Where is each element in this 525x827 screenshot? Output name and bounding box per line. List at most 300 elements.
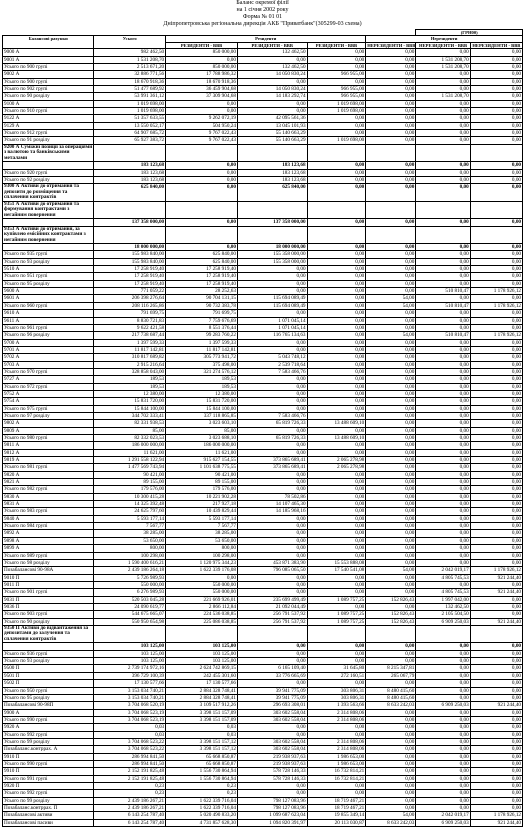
account-cell: 9351 А Активи до отримання та формування контрактами з негайним повернення bbox=[3, 201, 94, 219]
value-cell: 0,00 bbox=[416, 449, 470, 456]
table-row bbox=[3, 219, 523, 226]
value-cell: 0,00 bbox=[416, 383, 470, 390]
value-cell: 0,00 bbox=[470, 760, 522, 767]
value-cell: 0,00 bbox=[237, 515, 307, 522]
value-cell: 0,00 bbox=[366, 317, 416, 324]
value-cell: 0,00 bbox=[307, 724, 366, 731]
value-cell: 0,00 bbox=[307, 258, 366, 265]
value-cell: 1 622 339 716,04 bbox=[166, 805, 238, 812]
value-cell: 0,00 bbox=[237, 346, 307, 353]
value-cell: 2 314 808,06 bbox=[307, 738, 366, 745]
value-cell: 303 602 558,04 bbox=[237, 746, 307, 753]
account-cell: 9820 А bbox=[3, 471, 94, 478]
value-cell: 0,00 bbox=[366, 501, 416, 508]
value-cell: 221 669 926,01 bbox=[166, 596, 238, 603]
value-cell: 0,00 bbox=[366, 137, 416, 144]
account-cell: Усього по 984 групі bbox=[3, 523, 94, 530]
value-cell: 0,00 bbox=[366, 107, 416, 114]
value-cell: 8 633 242,03 bbox=[366, 819, 416, 826]
value-cell: 0,00 bbox=[470, 680, 522, 687]
account-cell: 9600 А bbox=[3, 288, 94, 295]
value-cell: 0,00 bbox=[470, 107, 522, 114]
value-cell: 0,00 bbox=[366, 346, 416, 353]
value-cell: 0,00 bbox=[166, 162, 238, 169]
value-cell: 0,00 bbox=[307, 589, 366, 596]
value-cell: 915 627 154,55 bbox=[166, 457, 238, 464]
account-cell: Позабалансові 90-98А bbox=[3, 567, 94, 574]
account-cell: Усього по 92 розділу bbox=[3, 176, 94, 183]
value-cell: 0,00 bbox=[307, 310, 366, 317]
value-cell: 0,00 bbox=[416, 760, 470, 767]
value-cell: 0,00 bbox=[416, 731, 470, 738]
value-cell: 1 099 687 623,04 bbox=[237, 812, 307, 819]
col-nr2: НЕРЕЗИДЕНТИ - ВВВ bbox=[416, 42, 470, 48]
value-cell: 0,00 bbox=[470, 383, 522, 390]
value-cell: 0,00 bbox=[470, 643, 522, 650]
value-cell bbox=[94, 625, 166, 643]
value-cell: 0,00 bbox=[416, 390, 470, 397]
value-cell: 65 668 850,87 bbox=[166, 753, 238, 760]
value-cell: 0,00 bbox=[366, 581, 416, 588]
value-cell: 0,00 bbox=[416, 130, 470, 137]
value-cell: 3 398 151 157,12 bbox=[166, 738, 238, 745]
account-cell: 9910 П bbox=[3, 768, 94, 775]
value-cell: 0,00 bbox=[416, 100, 470, 107]
table-row bbox=[3, 687, 523, 694]
value-cell: 0,00 bbox=[470, 122, 522, 129]
value-cell: 1 071 045,14 bbox=[237, 324, 307, 331]
value-cell: 1 291 558 122,94 bbox=[94, 457, 166, 464]
value-cell: 0,00 bbox=[416, 508, 470, 515]
value-cell: 0,00 bbox=[366, 643, 416, 650]
value-cell: 544 675 665,07 bbox=[94, 611, 166, 618]
value-cell: 256 791 537,92 bbox=[237, 611, 307, 618]
value-cell: 54,00 bbox=[366, 302, 416, 309]
account-cell: Усього по 961 групі bbox=[3, 324, 94, 331]
account-cell: Усього по 936 групі bbox=[3, 650, 94, 657]
value-cell: 0,00 bbox=[366, 405, 416, 412]
value-cell: 0,00 bbox=[416, 162, 470, 169]
value-cell: 0,00 bbox=[470, 738, 522, 745]
value-cell bbox=[94, 226, 166, 244]
account-cell: 9812 А bbox=[3, 449, 94, 456]
table-row bbox=[3, 339, 523, 346]
value-cell: 800,00 bbox=[94, 545, 166, 552]
value-cell: 3 704 068 520,19 bbox=[94, 702, 166, 709]
value-cell: 1 094 820 391,97 bbox=[237, 819, 307, 826]
value-cell: 28 252,63 bbox=[166, 288, 238, 295]
value-cell: 1 178 926,12 bbox=[470, 332, 522, 339]
value-cell: 189,53 bbox=[166, 376, 238, 383]
value-cell: 2 314 808,06 bbox=[307, 746, 366, 753]
value-cell: 0,00 bbox=[237, 78, 307, 85]
value-cell: 0,00 bbox=[470, 442, 522, 449]
value-cell: 7 759 676,69 bbox=[166, 317, 238, 324]
value-cell: 0,00 bbox=[470, 405, 522, 412]
value-cell: 0,00 bbox=[470, 768, 522, 775]
account-cell: Усього по 950 групі bbox=[3, 687, 94, 694]
table-row bbox=[3, 589, 523, 596]
value-cell: 310 817 689,82 bbox=[94, 354, 166, 361]
value-cell: 54,00 bbox=[366, 812, 416, 819]
table-row bbox=[3, 184, 523, 202]
table-row bbox=[3, 49, 523, 56]
value-cell: 303 602 558,04 bbox=[237, 709, 307, 716]
value-cell: 39 941 775,09 bbox=[237, 694, 307, 701]
account-cell: 9811 А bbox=[3, 442, 94, 449]
value-cell: 38 285,00 bbox=[94, 530, 166, 537]
value-cell: 1 178 926,12 bbox=[470, 567, 522, 574]
value-cell: 0,00 bbox=[366, 288, 416, 295]
value-cell: 0,00 bbox=[470, 310, 522, 317]
value-cell: 15 844 100,00 bbox=[94, 405, 166, 412]
value-cell: 0,00 bbox=[166, 244, 238, 251]
value-cell: 208 116 265,86 bbox=[94, 302, 166, 309]
value-cell: 155 983 840,00 bbox=[94, 251, 166, 258]
value-cell: 0,00 bbox=[470, 545, 522, 552]
value-cell: 2 884 328 748,41 bbox=[166, 687, 238, 694]
table-row bbox=[3, 63, 523, 70]
value-cell: 0,00 bbox=[416, 790, 470, 797]
value-cell: 0,00 bbox=[307, 574, 366, 581]
value-cell: 0,00 bbox=[366, 486, 416, 493]
value-cell: 17 130 577,66 bbox=[94, 680, 166, 687]
value-cell bbox=[366, 144, 416, 162]
value-cell: 0,00 bbox=[237, 731, 307, 738]
value-cell bbox=[470, 226, 522, 244]
value-cell: 0,00 bbox=[307, 427, 366, 434]
value-cell: 90 421,00 bbox=[166, 471, 238, 478]
value-cell: 1 531 208,70 bbox=[416, 93, 470, 100]
value-cell: 42 095 561,36 bbox=[237, 115, 307, 122]
value-cell: 0,00 bbox=[470, 805, 522, 812]
value-cell: 186 000 000,00 bbox=[94, 442, 166, 449]
value-cell: 800,00 bbox=[166, 545, 238, 552]
value-cell: 13 488 609,10 bbox=[307, 435, 366, 442]
value-cell: 1 556 730 864,94 bbox=[166, 775, 238, 782]
value-cell: 0,00 bbox=[470, 162, 522, 169]
table-row bbox=[3, 302, 523, 309]
table-row bbox=[3, 805, 523, 812]
value-cell: 13 550 052,17 bbox=[94, 122, 166, 129]
account-cell: Усього по 900 групі bbox=[3, 78, 94, 85]
value-cell bbox=[366, 201, 416, 219]
value-cell: 0,00 bbox=[366, 383, 416, 390]
value-cell: 0,00 bbox=[416, 471, 470, 478]
value-cell: 0,00 bbox=[416, 738, 470, 745]
value-cell: 0,00 bbox=[416, 694, 470, 701]
account-cell: Позабаланс.контррах. П bbox=[3, 805, 94, 812]
col-nr3: НЕРЕЗИДЕНТИ - ВВВ bbox=[470, 42, 522, 48]
table-row bbox=[3, 746, 523, 753]
value-cell: 7 567,77 bbox=[94, 523, 166, 530]
table-row bbox=[3, 412, 523, 419]
value-cell: 0,00 bbox=[470, 251, 522, 258]
account-cell: 9502 П bbox=[3, 680, 94, 687]
value-cell: 0,00 bbox=[416, 709, 470, 716]
value-cell: 0,00 bbox=[307, 332, 366, 339]
value-cell: 1 019 698,00 bbox=[94, 100, 166, 107]
value-cell: 0,23 bbox=[166, 790, 238, 797]
value-cell: 17 258 919,40 bbox=[166, 280, 238, 287]
value-cell: 31 645,80 bbox=[307, 665, 366, 672]
value-cell bbox=[416, 144, 470, 162]
account-cell: Усього по 912 групі bbox=[3, 130, 94, 137]
value-cell: 0,00 bbox=[307, 501, 366, 508]
value-cell: 7 583 466,76 bbox=[237, 412, 307, 419]
account-cell: Позабалансові 90-98П bbox=[3, 702, 94, 709]
value-cell: 16 732 814,21 bbox=[307, 775, 366, 782]
value-cell: 235 699 499,49 bbox=[237, 596, 307, 603]
value-cell: 0,00 bbox=[416, 354, 470, 361]
account-cell: Усього по 989 групі bbox=[3, 552, 94, 559]
value-cell: 0,00 bbox=[237, 339, 307, 346]
account-cell: Позабалансові активи bbox=[3, 812, 94, 819]
value-cell: 796 085 065,50 bbox=[237, 567, 307, 574]
table-row bbox=[3, 574, 523, 581]
value-cell: 0,00 bbox=[366, 738, 416, 745]
value-cell: 0,00 bbox=[470, 78, 522, 85]
table-row bbox=[3, 694, 523, 701]
value-cell: 0,00 bbox=[470, 523, 522, 530]
value-cell: 1 531 208,70 bbox=[416, 63, 470, 70]
value-cell: 0,00 bbox=[366, 805, 416, 812]
value-cell: 966 955,00 bbox=[307, 93, 366, 100]
value-cell: 0,00 bbox=[237, 288, 307, 295]
value-cell: 3 398 151 157,09 bbox=[166, 716, 238, 723]
table-row bbox=[3, 398, 523, 405]
value-cell: 82 332 023,53 bbox=[94, 435, 166, 442]
account-cell: 9011 П bbox=[3, 581, 94, 588]
value-cell: 0,00 bbox=[366, 603, 416, 610]
account-cell: 9700 А bbox=[3, 339, 94, 346]
value-cell: 791 699,75 bbox=[166, 310, 238, 317]
value-cell: 0,00 bbox=[470, 354, 522, 361]
value-cell: 78 502,86 bbox=[237, 493, 307, 500]
value-cell: 265 067,79 bbox=[366, 672, 416, 679]
value-cell: 0,00 bbox=[307, 581, 366, 588]
value-cell: 0,00 bbox=[366, 442, 416, 449]
value-cell: 272 160,51 bbox=[307, 672, 366, 679]
value-cell: 1 986 653,00 bbox=[307, 760, 366, 767]
value-cell: 0,00 bbox=[366, 184, 416, 202]
value-cell: 1 531 208,70 bbox=[94, 56, 166, 63]
value-cell: 0,00 bbox=[366, 753, 416, 760]
table-row bbox=[3, 731, 523, 738]
value-cell: 0,23 bbox=[94, 782, 166, 789]
value-cell: 0,00 bbox=[470, 716, 522, 723]
document-title: Баланс окремої філії bbox=[236, 0, 289, 6]
value-cell: 2 314 808,06 bbox=[307, 709, 366, 716]
value-cell: 0,00 bbox=[166, 574, 238, 581]
value-cell: 0,00 bbox=[237, 523, 307, 530]
account-cell: Усього по 903 групі bbox=[3, 611, 94, 618]
value-cell: 15 831 720,00 bbox=[94, 398, 166, 405]
table-row bbox=[3, 93, 523, 100]
value-cell: 103 125,00 bbox=[94, 643, 166, 650]
value-cell: 0,00 bbox=[470, 115, 522, 122]
table-row bbox=[3, 100, 523, 107]
value-cell: 3 704 068 523,22 bbox=[94, 738, 166, 745]
value-cell: 0,03 bbox=[166, 724, 238, 731]
value-cell: 6 143 254 787,40 bbox=[94, 819, 166, 826]
table-row bbox=[3, 515, 523, 522]
value-cell: 0,00 bbox=[470, 672, 522, 679]
value-cell: 18 670 918,36 bbox=[94, 78, 166, 85]
table-row bbox=[3, 508, 523, 515]
value-cell: 155 358 000,00 bbox=[237, 258, 307, 265]
value-cell: 0,00 bbox=[470, 85, 522, 92]
value-cell: 303 602 558,04 bbox=[237, 738, 307, 745]
value-cell: 0,00 bbox=[307, 122, 366, 129]
value-cell: 0,00 bbox=[366, 162, 416, 169]
value-cell bbox=[307, 144, 366, 162]
value-cell: 0,00 bbox=[366, 244, 416, 251]
value-cell: 5 726 989,93 bbox=[94, 574, 166, 581]
table-row bbox=[3, 162, 523, 169]
value-cell: 64 907 685,72 bbox=[94, 130, 166, 137]
value-cell: 0,00 bbox=[416, 361, 470, 368]
value-cell: 0,00 bbox=[237, 680, 307, 687]
account-cell: 9129 А bbox=[3, 122, 94, 129]
value-cell: 966 955,00 bbox=[307, 71, 366, 78]
table-row bbox=[3, 464, 523, 471]
value-cell: 0,00 bbox=[366, 746, 416, 753]
account-cell: Усього по 910 групі bbox=[3, 107, 94, 114]
value-cell: 5 043 748,12 bbox=[237, 354, 307, 361]
value-cell: 0,00 bbox=[307, 169, 366, 176]
value-cell: 1 590 400 616,21 bbox=[94, 559, 166, 566]
account-cell: 9353 А Активи до отримання, за купівлею емісійних контрактами з негайним повернення bbox=[3, 226, 94, 244]
value-cell: 0,00 bbox=[307, 731, 366, 738]
value-cell: 18 000 000,00 bbox=[94, 244, 166, 251]
value-cell: 0,00 bbox=[470, 603, 522, 610]
value-cell: 0,00 bbox=[307, 449, 366, 456]
value-cell: 0,00 bbox=[366, 390, 416, 397]
value-cell: 0,03 bbox=[166, 731, 238, 738]
value-cell bbox=[416, 625, 470, 643]
value-cell bbox=[94, 144, 166, 162]
value-cell: 0,00 bbox=[416, 184, 470, 202]
table-row bbox=[3, 273, 523, 280]
value-cell: 0,00 bbox=[307, 266, 366, 273]
value-cell: 0,00 bbox=[307, 658, 366, 665]
table-row bbox=[3, 724, 523, 731]
value-cell: 0,00 bbox=[366, 280, 416, 287]
account-cell: 9920 П bbox=[3, 782, 94, 789]
value-cell: 0,00 bbox=[366, 523, 416, 530]
value-cell: 155 358 000,00 bbox=[237, 251, 307, 258]
account-cell: Усього по 975 групі bbox=[3, 405, 94, 412]
value-cell: 217 927,18 bbox=[166, 501, 238, 508]
value-cell: 0,00 bbox=[470, 596, 522, 603]
value-cell: 82 331 938,53 bbox=[94, 420, 166, 427]
value-cell: 0,00 bbox=[307, 354, 366, 361]
value-cell: 0,00 bbox=[470, 537, 522, 544]
value-cell: 0,00 bbox=[307, 515, 366, 522]
table-row bbox=[3, 346, 523, 353]
value-cell: 137 358 000,00 bbox=[94, 219, 166, 226]
value-cell: 11 817 142,81 bbox=[94, 346, 166, 353]
value-cell: 396 729 100,39 bbox=[94, 672, 166, 679]
value-cell: 0,00 bbox=[470, 471, 522, 478]
bank-name: Дніпропетровська регіональна дирекція АКБ "Приватбанк"(305299-03 схема) bbox=[163, 21, 362, 27]
value-cell: 0,00 bbox=[470, 317, 522, 324]
value-cell: 9 767 022,43 bbox=[166, 137, 238, 144]
value-cell bbox=[237, 625, 307, 643]
value-cell: 0,00 bbox=[470, 427, 522, 434]
account-cell: 9300 А Активи до отримання та депозити до розміщення та сплачення контрактів bbox=[3, 184, 94, 202]
account-cell: Усього по 99 розділу bbox=[3, 797, 94, 804]
value-cell: 0,00 bbox=[307, 471, 366, 478]
account-cell: 9510 А bbox=[3, 266, 94, 273]
table-row bbox=[3, 665, 523, 672]
value-cell: 0,00 bbox=[366, 78, 416, 85]
value-cell: 0,00 bbox=[470, 258, 522, 265]
value-cell: 65 668 850,87 bbox=[166, 760, 238, 767]
value-cell: 14 325 392,48 bbox=[94, 501, 166, 508]
value-cell: 0,00 bbox=[366, 797, 416, 804]
value-cell: 0,00 bbox=[416, 266, 470, 273]
value-cell: 1 089 757,25 bbox=[307, 618, 366, 625]
table-row bbox=[3, 658, 523, 665]
value-cell: 0,00 bbox=[470, 753, 522, 760]
value-cell: 504 950,24 bbox=[166, 122, 238, 129]
value-cell: 179 576,00 bbox=[166, 486, 238, 493]
value-cell: 2 042 019,17 bbox=[416, 812, 470, 819]
value-cell: 625 840,00 bbox=[166, 251, 238, 258]
account-cell: Усього по 935 групі bbox=[3, 251, 94, 258]
table-row bbox=[3, 680, 523, 687]
value-cell: 0,00 bbox=[416, 746, 470, 753]
value-cell: 0,00 bbox=[237, 376, 307, 383]
value-cell: 0,00 bbox=[366, 760, 416, 767]
value-cell: 6 909 250,03 bbox=[416, 702, 470, 709]
value-cell: 303 806,31 bbox=[307, 694, 366, 701]
account-cell: Усього по 983 групі bbox=[3, 508, 94, 515]
value-cell: 0,00 bbox=[307, 680, 366, 687]
account-cell: 9100 А bbox=[3, 100, 94, 107]
value-cell: 11 621,00 bbox=[94, 449, 166, 456]
value-cell: 0,00 bbox=[237, 449, 307, 456]
value-cell: 189,53 bbox=[166, 383, 238, 390]
col-res-uah: РЕЗИДЕНТИ - ВВВ bbox=[166, 42, 238, 48]
account-cell: 9900 А bbox=[3, 709, 94, 716]
value-cell: 0,00 bbox=[366, 515, 416, 522]
value-cell: 7 583 466,76 bbox=[237, 368, 307, 375]
account-cell: 9819 А bbox=[3, 457, 94, 464]
value-cell: 0,00 bbox=[416, 122, 470, 129]
value-cell: 337 118 865,85 bbox=[166, 412, 238, 419]
value-cell: 0,00 bbox=[366, 508, 416, 515]
account-cell: 9809 А bbox=[3, 427, 94, 434]
document-header bbox=[0, 0, 525, 28]
value-cell: 0,00 bbox=[416, 244, 470, 251]
value-cell: 0,00 bbox=[366, 100, 416, 107]
value-cell: 103 125,00 bbox=[166, 643, 238, 650]
value-cell: 303 602 558,04 bbox=[237, 716, 307, 723]
value-cell: 1 019 698,00 bbox=[94, 107, 166, 114]
value-cell: 8 215 347,81 bbox=[366, 665, 416, 672]
value-cell: 6 276 989,93 bbox=[94, 589, 166, 596]
value-cell: 17 258 919,40 bbox=[94, 266, 166, 273]
value-cell: 65 819 726,33 bbox=[237, 435, 307, 442]
value-cell: 55 140 663,29 bbox=[237, 130, 307, 137]
value-cell: 578 728 146,33 bbox=[237, 768, 307, 775]
value-cell: 1 397 599,33 bbox=[166, 339, 238, 346]
value-cell: 12 380,00 bbox=[94, 390, 166, 397]
account-cell: 9910 П bbox=[3, 753, 94, 760]
